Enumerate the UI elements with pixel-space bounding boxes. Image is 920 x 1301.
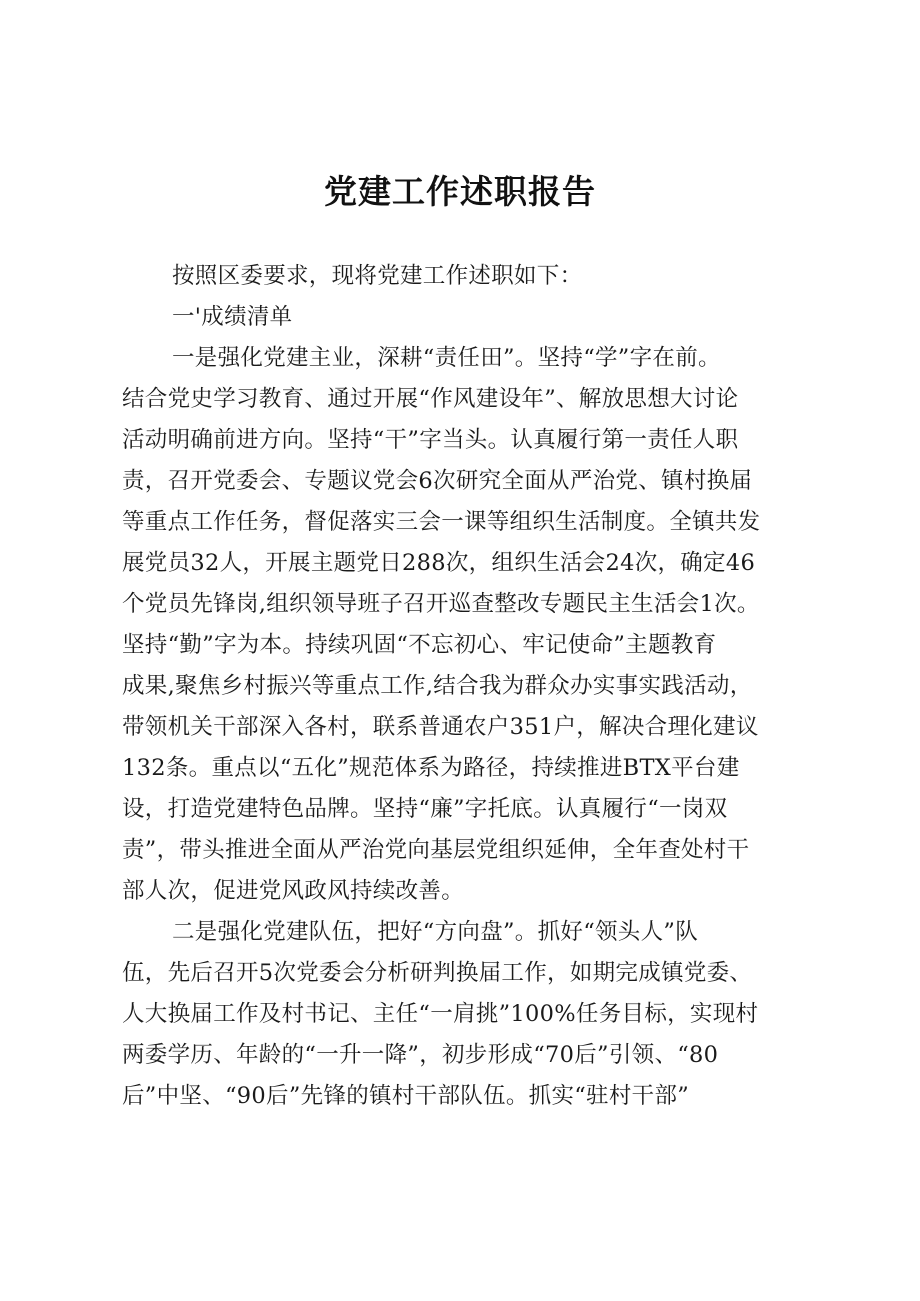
paragraph-line: 伍，先后召开5次党委会分析研判换届工作，如期完成镇党委、 <box>122 960 753 986</box>
paragraph-line: 设，打造党建特色品牌。坚持“廉”字托底。认真履行“一岗双 <box>122 796 728 822</box>
document-body <box>122 256 822 1117</box>
paragraph-2 <box>122 912 822 1117</box>
paragraph-line: 成果,聚焦乡村振兴等重点工作,结合我为群众办实事实践活动， <box>122 673 753 699</box>
paragraph-line: 部人次，促进党风政风持续改善。 <box>122 878 465 904</box>
paragraph-1 <box>122 338 822 912</box>
paragraph-line: 结合党史学习教育、通过开展“作风建设年”、解放思想大讨论 <box>122 386 739 412</box>
paragraph-line: 后”中坚、“90后”先锋的镇村干部队伍。抓实“驻村干部” <box>122 1083 690 1109</box>
paragraph-line: 等重点工作任务，督促落实三会一课等组织生活制度。全镇共发 <box>122 509 761 535</box>
paragraph-line: 带领机关干部深入各村，联系普通农户351户，解决合理化建议 <box>122 714 759 740</box>
paragraph-line: 两委学历、年龄的“一升一降”，初步形成“70后”引领、“80 <box>122 1042 719 1068</box>
section-heading: 一'成绩清单 <box>172 304 293 330</box>
paragraph-line: 个党员先锋岗,组织领导班子召开巡查整改专题民主生活会1次。 <box>122 591 760 617</box>
paragraph-line: 一是强化党建主业，深耕“责任田”。坚持“学”字在前。 <box>172 345 721 371</box>
paragraph-line: 责”，带头推进全面从严治党向基层党组织延伸，全年查处村干 <box>122 837 750 863</box>
paragraph-line: 人大换届工作及村书记、主任“一肩挑”100%任务目标，实现村 <box>122 1001 759 1027</box>
paragraph-line: 二是强化党建队伍，把好“方向盘”。抓好“领头人”队 <box>172 919 699 945</box>
paragraph-line: 坚持“勤”字为本。持续巩固“不忘初心、牢记使命”主题教育 <box>122 632 717 658</box>
paragraph-line: 展党员32人，开展主题党日288次，组织生活会24次，确定46 <box>122 550 756 576</box>
paragraph-line: 活动明确前进方向。坚持“干”字当头。认真履行第一责任人职 <box>122 427 739 453</box>
document-title: 党建工作述职报告 <box>324 172 596 211</box>
paragraph-line: 责，召开党委会、专题议党会6次研究全面从严治党、镇村换届 <box>122 468 753 494</box>
paragraph-line: 132条。重点以“五化”规范体系为路径，持续推进BTX平台建 <box>122 755 740 781</box>
intro-line: 按照区委要求，现将党建工作述职如下： <box>172 263 583 289</box>
